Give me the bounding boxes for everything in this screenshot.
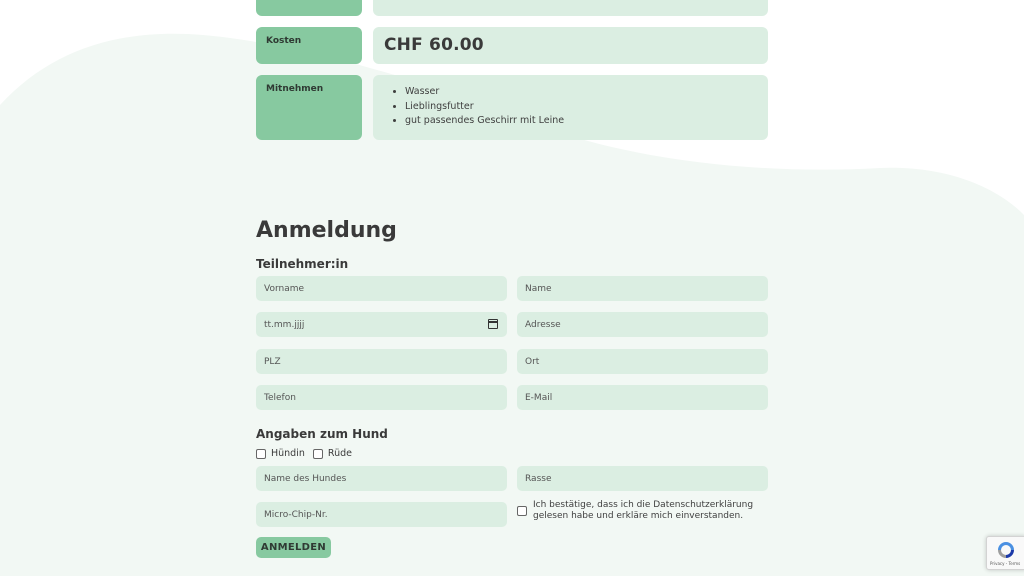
name-input[interactable] — [517, 276, 768, 301]
email-placeholder: E-Mail — [525, 392, 553, 403]
dog-name-input[interactable] — [256, 466, 507, 491]
dog-heading: Angaben zum Hund — [256, 427, 388, 441]
recaptcha-footer: Privacy - Terms — [990, 561, 1021, 566]
vorname-input[interactable] — [256, 276, 507, 301]
cost-value: CHF 60.00 — [384, 35, 484, 55]
vorname-placeholder: Vorname — [264, 283, 305, 294]
male-label: Rüde — [327, 448, 352, 459]
plz-input[interactable] — [256, 349, 507, 374]
privacy-text: Ich bestätige, dass ich die Datenschutzerklärung gelesen habe und erkläre mich einverstanden. — [533, 500, 754, 521]
female-label: Hündin — [271, 448, 305, 459]
cost-label: Kosten — [256, 27, 362, 64]
list-item: • Lieblingsfutter — [405, 100, 757, 115]
privacy-consent — [517, 500, 768, 521]
info-label-partial — [256, 0, 362, 16]
form-title: Anmeldung — [256, 218, 397, 243]
recaptcha-badge[interactable] — [986, 536, 1024, 570]
chip-placeholder: Micro-Chip-Nr. — [264, 509, 328, 520]
phone-placeholder: Telefon — [264, 392, 296, 403]
participant-heading: Teilnehmer:in — [256, 257, 349, 271]
plz-placeholder: PLZ — [264, 356, 281, 367]
list-item: • Wasser — [405, 85, 757, 100]
submit-button[interactable]: ANMELDEN — [256, 537, 331, 558]
breed-placeholder: Rasse — [525, 473, 552, 484]
ort-input[interactable] — [517, 349, 768, 374]
birthdate-input[interactable] — [256, 312, 507, 337]
email-input[interactable] — [517, 385, 768, 410]
address-placeholder: Adresse — [525, 319, 561, 330]
phone-input[interactable] — [256, 385, 507, 410]
chip-input[interactable] — [256, 502, 507, 527]
recaptcha-icon — [996, 540, 1016, 560]
male-checkbox[interactable] — [313, 449, 323, 459]
ort-placeholder: Ort — [525, 356, 540, 367]
female-checkbox[interactable] — [256, 449, 266, 459]
bring-value-box — [373, 75, 768, 140]
info-value-partial — [373, 0, 768, 16]
name-placeholder: Name — [525, 283, 552, 294]
calendar-icon[interactable] — [488, 319, 498, 329]
birthdate-placeholder: tt.mm.jjjj — [264, 319, 305, 330]
address-input[interactable] — [517, 312, 768, 337]
dog-gender-group — [256, 448, 360, 459]
privacy-checkbox[interactable] — [517, 506, 527, 516]
bring-list — [384, 85, 757, 129]
breed-input[interactable] — [517, 466, 768, 491]
dog-name-placeholder: Name des Hundes — [264, 473, 347, 484]
cost-value-box — [373, 27, 768, 64]
bring-label: Mitnehmen — [256, 75, 362, 140]
list-item: • gut passendes Geschirr mit Leine — [405, 114, 757, 129]
